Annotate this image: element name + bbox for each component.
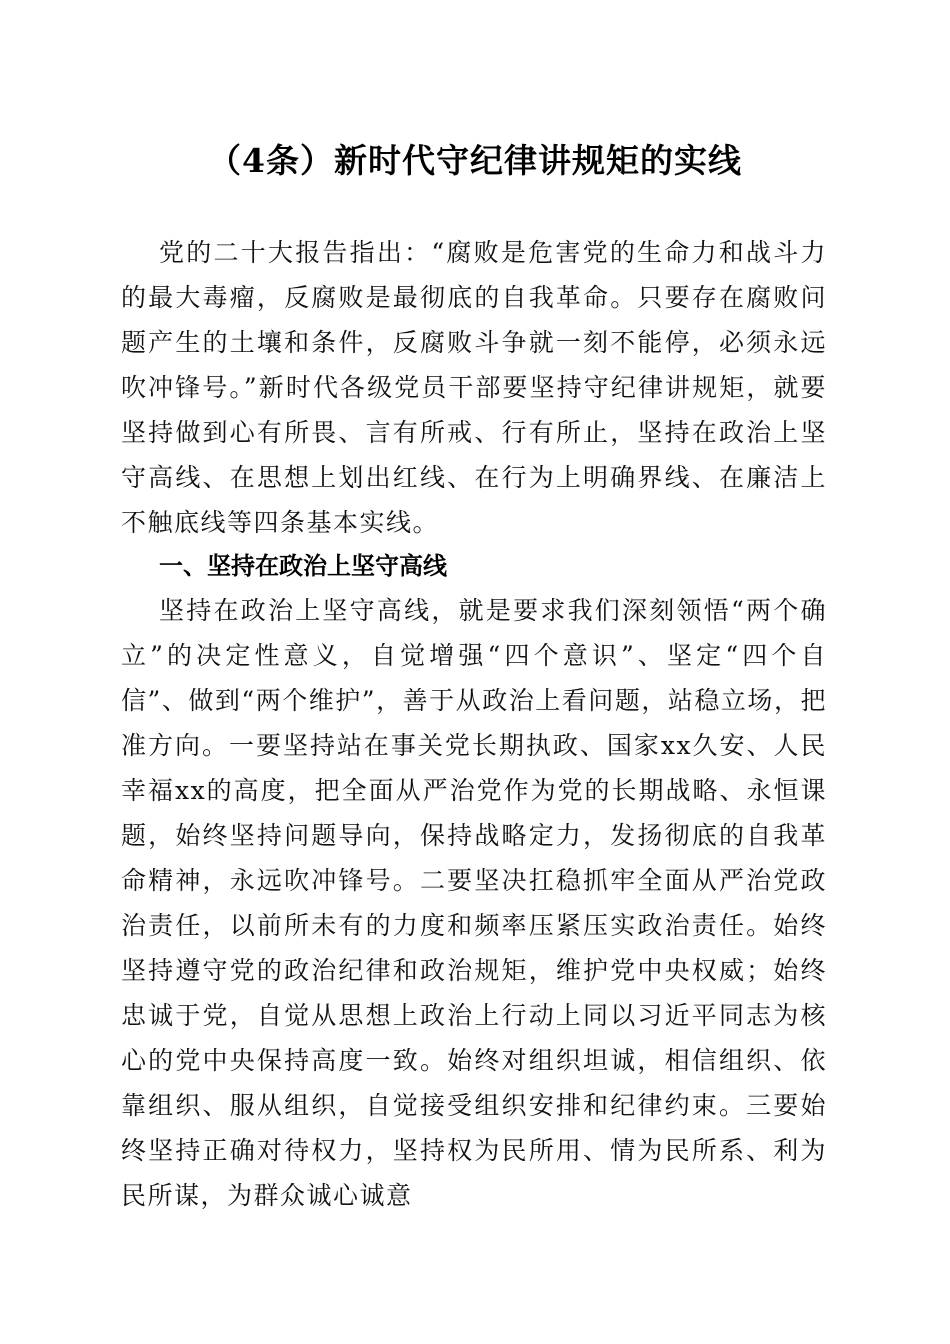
document-title: （4条）新时代守纪律讲规矩的实线 [208, 141, 742, 180]
section-heading-1: 一、坚持在政治上坚守高线 [159, 552, 447, 580]
section-1-paragraph: 坚持在政治上坚守高线，就是要求我们深刻领悟“两个确立”的决定性意义，自觉增强“四个意识”、坚定“四个自信”、做到“两个维护”，善于从政治上看问题，站稳立场，把准方向。一要坚持站在事关党长期执政、国家xx久安、人民幸福xx的高度，把全面从严治党作为党的长期战略、永恒课题，始终坚持问题导向，保持战略定力，发扬彻底的自我革命精神，永远吹冲锋号。二要坚决扛稳抓牢全面从严治党政治责任，以前所未有的力度和频率压紧压实政治责任。始终坚持遵守党的政治纪律和政治规矩，维护党中央权威；始终忠诚于党，自觉从思想上政治上行动上同以习近平同志为核心的党中央保持高度一致。始终对组织坦诚，相信组织、依靠组织、服从组织，自觉接受组织安排和纪律约束。三要始终坚持正确对待权力，坚持权为民所用、情为民所系、利为民所谋，为群众诚心诚意 [121, 596, 828, 1210]
intro-paragraph: 党的二十大报告指出：“腐败是危害党的生命力和战斗力的最大毒瘤，反腐败是最彻底的自我革命。只要存在腐败问题产生的土壤和条件，反腐败斗争就一刻不能停，必须永远吹冲锋号。”新时代各级党员干部要坚持守纪律讲规矩，就要坚持做到心有所畏、言有所戒、行有所止，坚持在政治上坚守高线、在思想上划出红线、在行为上明确界线、在廉洁上不触底线等四条基本实线。 [121, 238, 827, 537]
